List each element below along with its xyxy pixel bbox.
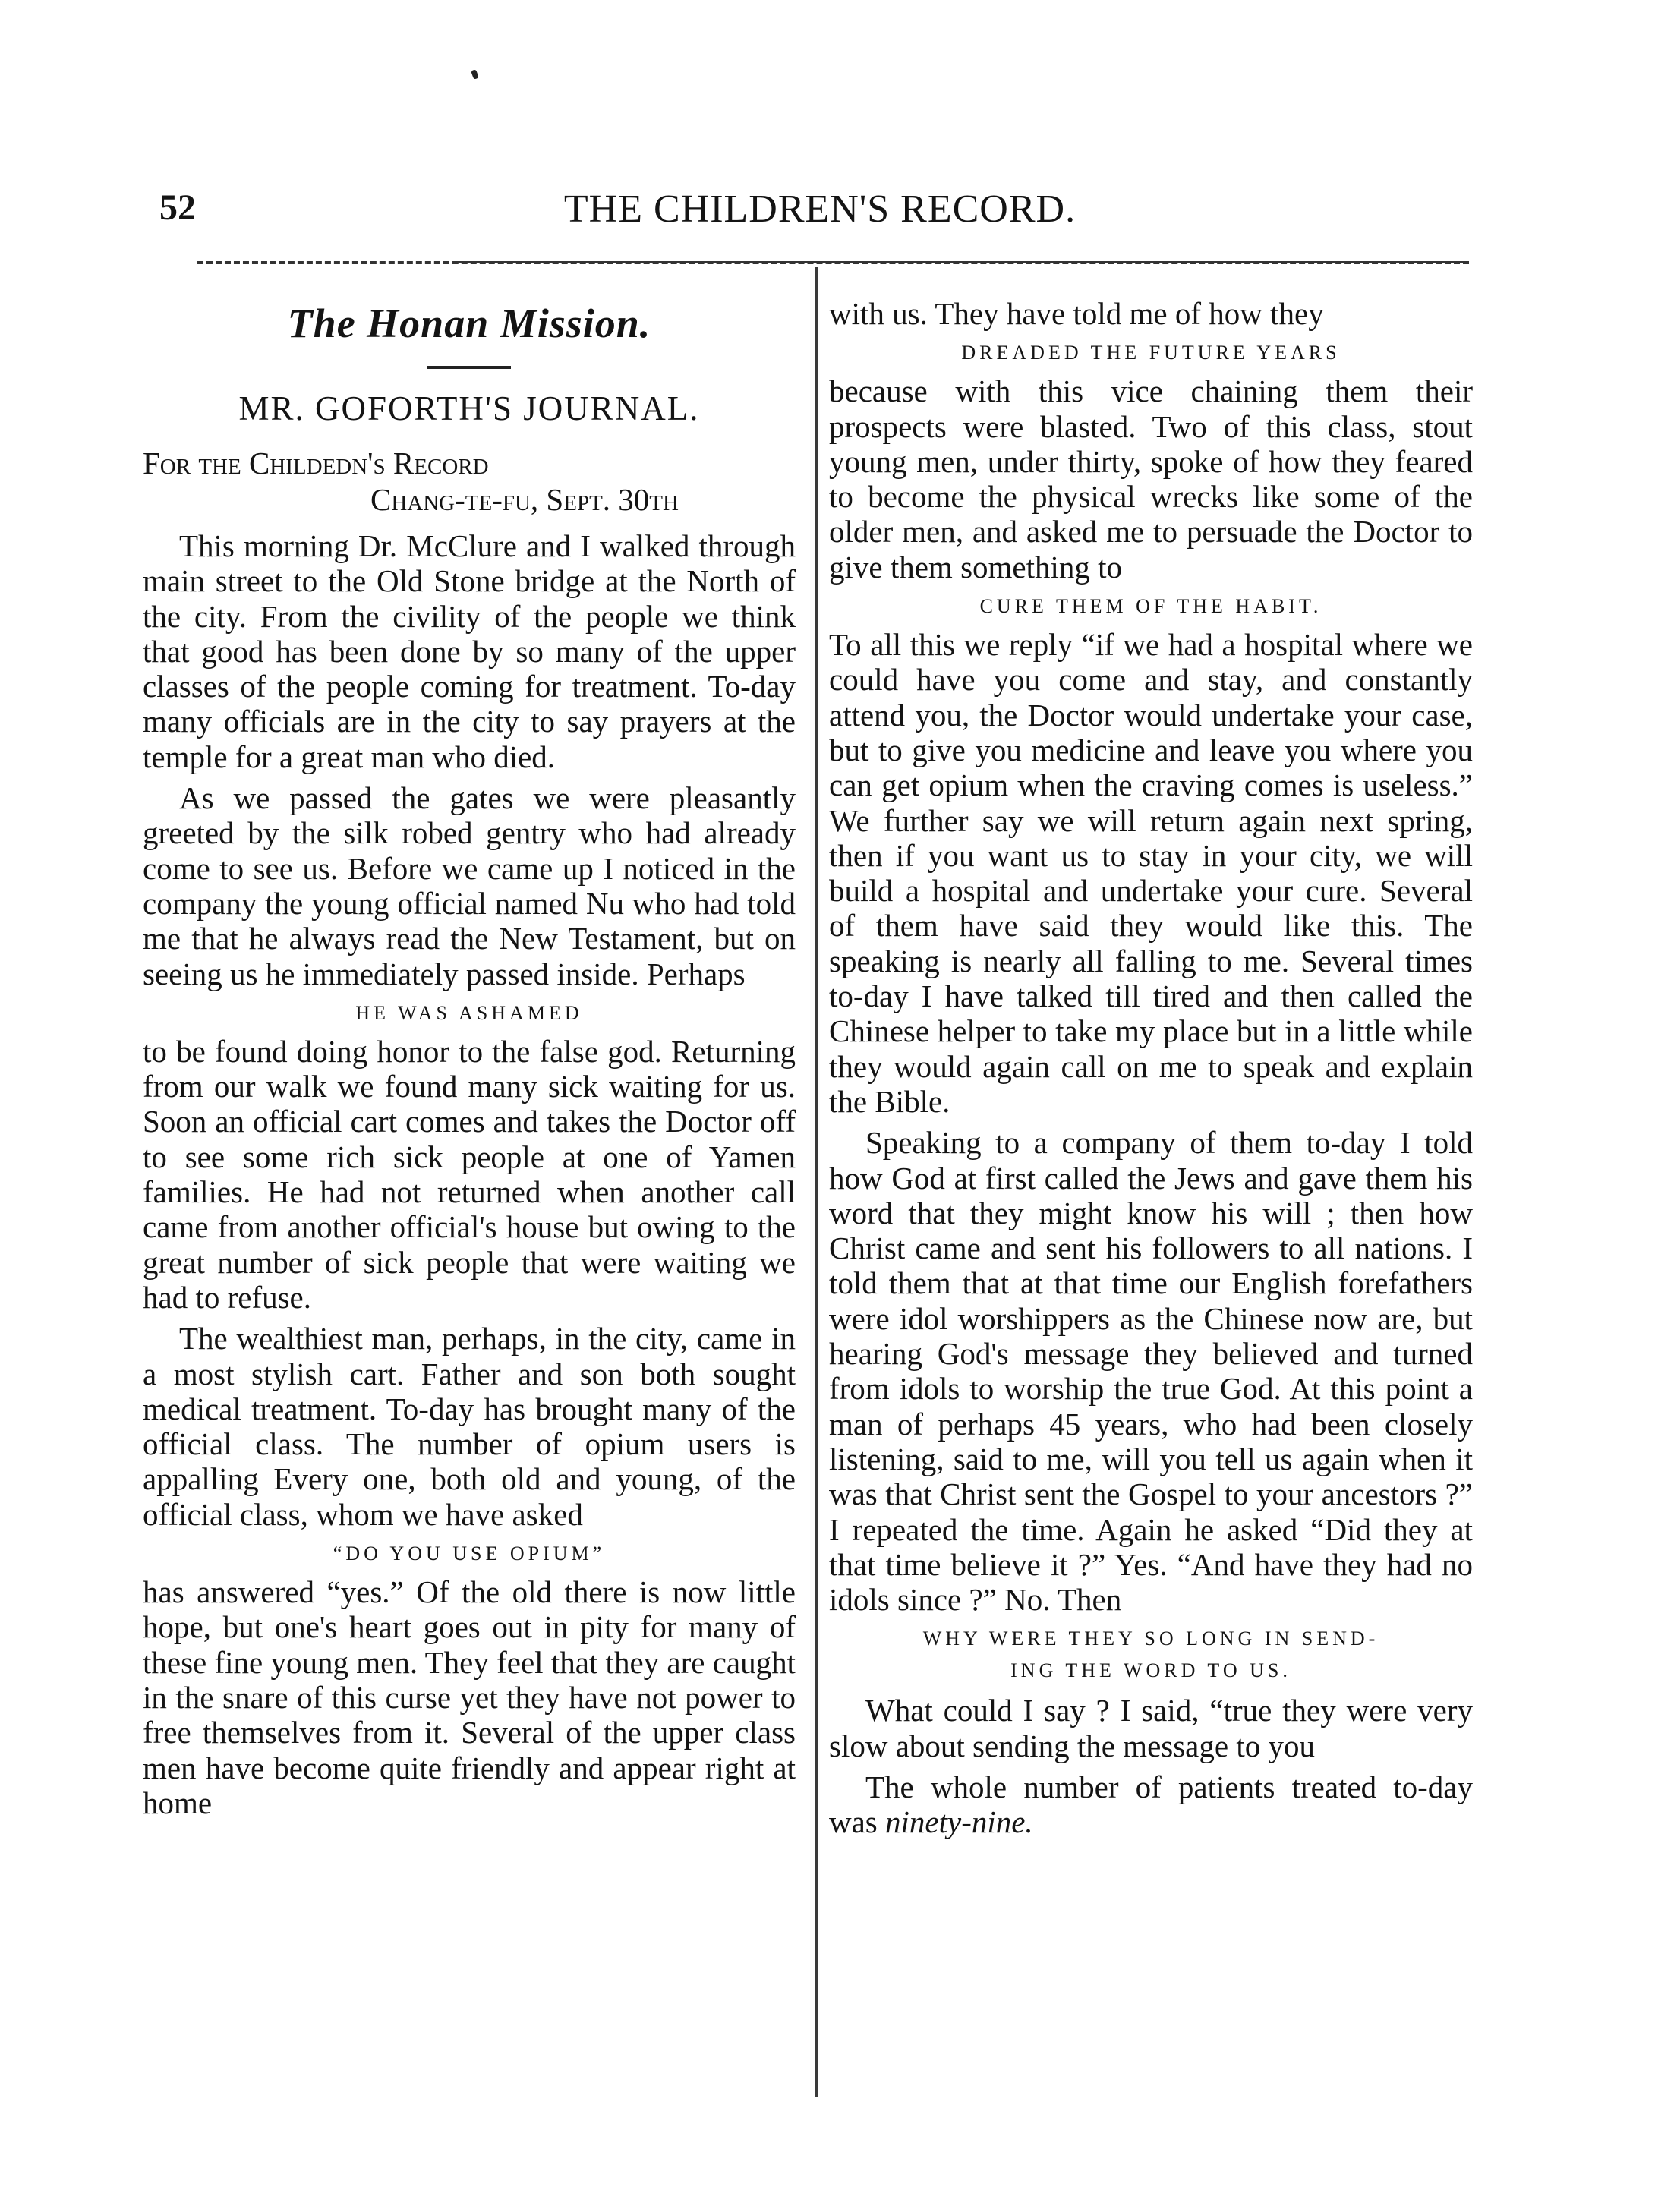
- dateline: [143, 481, 796, 518]
- paragraph: has answered “yes.” Of the old there is now little hope, but one's heart goes out in pity for many of these fine young men. They feel that they are caught in the snare of this curse yet they have not power to free themselves from it. Several of the upper class men have become quite friendly and appear right at home: [143, 1574, 796, 1820]
- paragraph: [829, 1769, 1473, 1840]
- paragraph-text: The whole number of patients treated to-day was: [829, 1769, 1473, 1840]
- paragraph: This morning Dr. McClure and I walked through main street to the Old Stone bridge at the North of the city. From the civility of the people we think that good has been done by so many of the upper classes of the people coming for treatment. To-day many officials are in the city to say prayers at the temple for a great man who died.: [143, 528, 796, 774]
- subhead: [829, 1623, 1473, 1687]
- ink-speck: [471, 69, 479, 80]
- column-divider: [815, 267, 818, 2097]
- subhead: CURE THEM OF THE HABIT.: [979, 595, 1322, 618]
- left-column: [143, 298, 796, 1820]
- paragraph: to be found doing honor to the false god. Returning from our walk we found many sick waiting for us. Soon an official cart comes and takes the Doctor off to see some rich sick people at one of Yamen families. He had not returned when another call came from another official's house but owing to the great number of sick people that were waiting we had to refuse.: [143, 1033, 796, 1315]
- subhead-line: ING THE WORD TO US.: [1010, 1659, 1291, 1682]
- subhead: “DO YOU USE OPIUM”: [333, 1542, 606, 1565]
- right-column: [829, 296, 1473, 1840]
- paragraph: What could I say ? I said, “true they were very slow about sending the message to you: [829, 1693, 1473, 1763]
- section-title: The Honan Mission.: [287, 301, 651, 346]
- byline: [143, 445, 796, 481]
- patient-count: ninety-nine.: [885, 1804, 1033, 1840]
- paragraph: because with this vice chaining them their prospects were blasted. Two of this class, stout young men, under thirty, spoke of how they feared to become the physical wrecks like some of the older men, and asked me to persuade the Doctor to give them something to: [829, 373, 1473, 585]
- header-rule: [456, 261, 1469, 263]
- dateline-text: Chang-te-fu, Sept. 30th: [370, 482, 679, 517]
- paragraph: To all this we reply “if we had a hospital where we could have you come and stay, and constantly attend you, the Doctor would undertake your case, but to give you medicine and leave you where you can get opium when the craving comes is useless.” We further say we will return again next spring, then if you want us to stay in your city, we will build a hospital and undertake your cure. Several of them have said they would like this. The speaking is nearly all falling to me. Several times to-day I have talked till tired and then called the Chinese helper to take my place but in a little while they would again call on me to speak and explain the Bible.: [829, 627, 1473, 1119]
- subhead-line: WHY WERE THEY SO LONG IN SEND-: [922, 1627, 1379, 1650]
- subhead: DREADED THE FUTURE YEARS: [961, 342, 1341, 364]
- paragraph: Speaking to a company of them to-day I told how God at first called the Jews and gave them his word that they might know his will ; then how Christ came and sent his followers to all nations. I told them that at that time our English forefathers were idol worshippers as the Chinese now are, but hearing God's message they believed and turned from idols to worship the true God. At this point a man of perhaps 45 years, who had been closely listening, said to me, will you tell us again when it was that Christ sent the Gospel to your ancestors ?” I repeated the time. Again he asked “Did they at that time believe it ?” Yes. “And have they had no idols since ?” No. Then: [829, 1125, 1473, 1618]
- title-dash: [427, 366, 511, 369]
- paragraph: The wealthiest man, perhaps, in the city, came in a most stylish cart. Father and son both sought medical treatment. To-day has brought many of the official class. The number of opium users is appalling Every one, both old and young, of the official class, whom we have asked: [143, 1321, 796, 1532]
- page-number: 52: [159, 187, 196, 228]
- paragraph: As we passed the gates we were pleasantly greeted by the silk robed gentry who had already come to see us. Before we came up I noticed in the company the young official named Nu who had told me that he always read the New Testament, but on seeing us he immediately passed inside. Perhaps: [143, 780, 796, 991]
- subhead: HE WAS ASHAMED: [355, 1001, 583, 1024]
- journal-title: MR. GOFORTH'S JOURNAL.: [238, 389, 700, 427]
- running-title: THE CHILDREN'S RECORD.: [563, 187, 1076, 231]
- byline-text: For the Childedn's Record: [143, 446, 489, 481]
- paragraph: with us. They have told me of how they: [829, 296, 1324, 331]
- page-header: [159, 176, 1480, 244]
